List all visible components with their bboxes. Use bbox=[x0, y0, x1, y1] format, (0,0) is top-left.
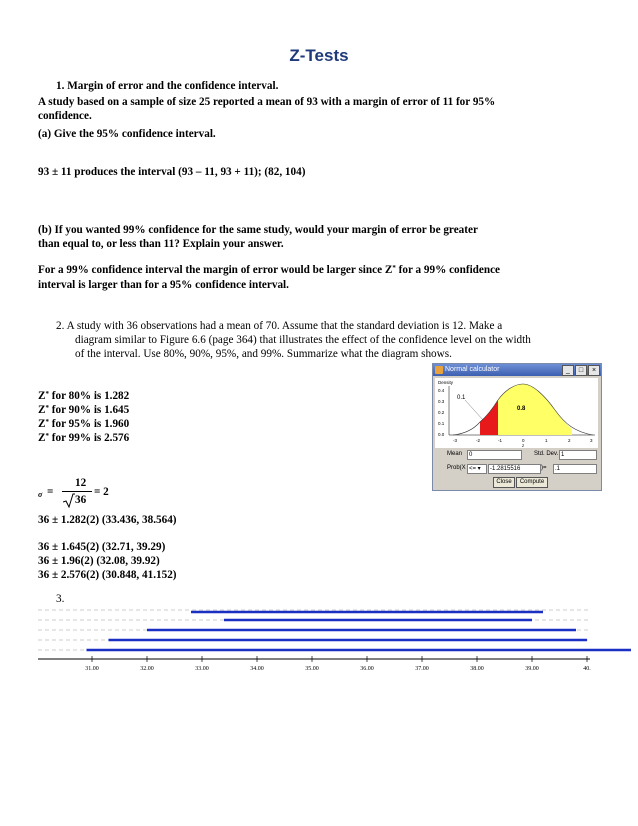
z-value-95: Z* for 95% is 1.960 bbox=[38, 418, 130, 430]
q3-label: 3. bbox=[56, 593, 65, 605]
prob-label: Prob(X bbox=[447, 465, 466, 471]
formula-denominator: 36 bbox=[75, 494, 87, 506]
q1-answer-a: 93 ± 11 produces the interval (93 – 11, 93 + 11); (82, 104) bbox=[38, 166, 306, 178]
q1-part-a: (a) Give the 95% confidence interval. bbox=[38, 128, 216, 140]
center-area bbox=[498, 384, 572, 435]
maximize-button[interactable]: □ bbox=[575, 365, 587, 376]
q1-answer-b-line1: For a 99% confidence interval the margin of error would be larger since Z* for a 99% confidence bbox=[38, 264, 501, 276]
interval-90: 36 ± 1.645(2) (32.71, 39.29) bbox=[38, 541, 166, 553]
x-tick: -1 bbox=[498, 438, 503, 443]
left-tail-area bbox=[480, 400, 498, 435]
x-tick-label: 38.00 bbox=[470, 666, 484, 672]
interval-80: 36 ± 1.282(2) (33.436, 38.564) bbox=[38, 514, 177, 526]
z-value-99: Z* for 99% is 2.576 bbox=[38, 432, 130, 444]
q2-text-line1: 2. A study with 36 observations had a mean of 70. Assume that the standard deviation is 12. Make a bbox=[56, 320, 503, 332]
y-tick: 0.0 bbox=[438, 432, 445, 437]
z-value-90: Z* for 90% is 1.645 bbox=[38, 404, 130, 416]
prob-x-input[interactable]: -1.2815516 bbox=[488, 464, 541, 474]
interval-99: 36 ± 2.576(2) (30.848, 41.152) bbox=[38, 569, 177, 581]
prob-equals: )= bbox=[541, 465, 547, 471]
x-tick: -3 bbox=[453, 438, 458, 443]
left-area-label: 0.1 bbox=[457, 395, 466, 401]
y-tick: 0.3 bbox=[438, 399, 445, 404]
sigma-symbol: σ bbox=[38, 490, 43, 499]
formula-equals: = bbox=[47, 486, 54, 498]
prob-operator-select[interactable]: <= ▾ bbox=[467, 464, 487, 474]
y-tick: 0.2 bbox=[438, 410, 445, 415]
app-icon bbox=[435, 366, 443, 374]
interval-95: 36 ± 1.96(2) (32.08, 39.92) bbox=[38, 555, 160, 567]
fraction-bar bbox=[62, 491, 92, 492]
x-tick-label: 34.00 bbox=[250, 666, 264, 672]
close-window-button[interactable]: × bbox=[588, 365, 600, 376]
q1-part-b-line2: than equal to, or less than 11? Explain your answer. bbox=[38, 238, 284, 250]
q1-heading: 1. Margin of error and the confidence interval. bbox=[56, 80, 279, 92]
x-tick-label: 32.00 bbox=[140, 666, 154, 672]
q1-text-line2: confidence. bbox=[38, 110, 92, 122]
x-tick-label: 36.00 bbox=[360, 666, 374, 672]
q1-part-b-line1: (b) If you wanted 99% confidence for the same study, would your margin of error be greater bbox=[38, 224, 478, 236]
std-dev-label: Std. Dev. bbox=[534, 451, 559, 457]
q1-answer-b-line2: interval is larger than for a 95% confidence interval. bbox=[38, 279, 289, 291]
mean-label: Mean bbox=[447, 451, 463, 457]
center-area-label: 0.8 bbox=[517, 406, 526, 412]
z-value-80: Z* for 80% is 1.282 bbox=[38, 390, 130, 402]
interval-chart bbox=[38, 604, 638, 684]
formula-numerator: 12 bbox=[75, 477, 87, 489]
minimize-button[interactable]: _ bbox=[562, 365, 574, 376]
standard-error-formula bbox=[38, 476, 158, 510]
q2-text-line2: diagram similar to Figure 6.6 (page 364) that illustrates the effect of the confidence level on the width bbox=[75, 334, 531, 346]
x-tick: 0 bbox=[522, 438, 525, 443]
x-tick: 1 bbox=[545, 438, 548, 443]
x-tick-label: 39.00 bbox=[525, 666, 539, 672]
x-tick: -2 bbox=[476, 438, 481, 443]
x-tick: 3 bbox=[590, 438, 593, 443]
normal-calculator-window bbox=[432, 363, 602, 491]
std-dev-input[interactable]: 1 bbox=[559, 450, 597, 460]
prob-value-output[interactable]: .1 bbox=[553, 464, 597, 474]
x-tick: 2 bbox=[568, 438, 571, 443]
q2-text-line3: of the interval. Use 80%, 90%, 95%, and 99%. Summarize what the diagram shows. bbox=[75, 348, 452, 360]
calculator-title: Normal calculator bbox=[445, 366, 500, 373]
x-axis-label: z bbox=[522, 443, 525, 448]
y-axis-label: Density bbox=[438, 380, 454, 385]
x-tick-label: 31.00 bbox=[85, 666, 99, 672]
q1-text-line1: A study based on a sample of size 25 reported a mean of 93 with a margin of error of 11 for 95% bbox=[38, 96, 496, 108]
close-button[interactable]: Close bbox=[493, 477, 515, 488]
x-tick-label: 33.00 bbox=[195, 666, 209, 672]
x-tick-label: 40. bbox=[583, 666, 591, 672]
compute-button[interactable]: Compute bbox=[516, 477, 548, 488]
density-plot bbox=[435, 378, 598, 448]
x-tick-label: 35.00 bbox=[305, 666, 319, 672]
y-tick: 0.4 bbox=[438, 388, 445, 393]
y-tick: 0.1 bbox=[438, 421, 445, 426]
formula-result: = 2 bbox=[94, 486, 109, 498]
x-tick-label: 37.00 bbox=[415, 666, 429, 672]
calculator-titlebar[interactable] bbox=[433, 364, 601, 376]
mean-input[interactable]: 0 bbox=[467, 450, 522, 460]
page-title: Z-Tests bbox=[289, 46, 349, 65]
sqrt-icon bbox=[63, 493, 75, 508]
